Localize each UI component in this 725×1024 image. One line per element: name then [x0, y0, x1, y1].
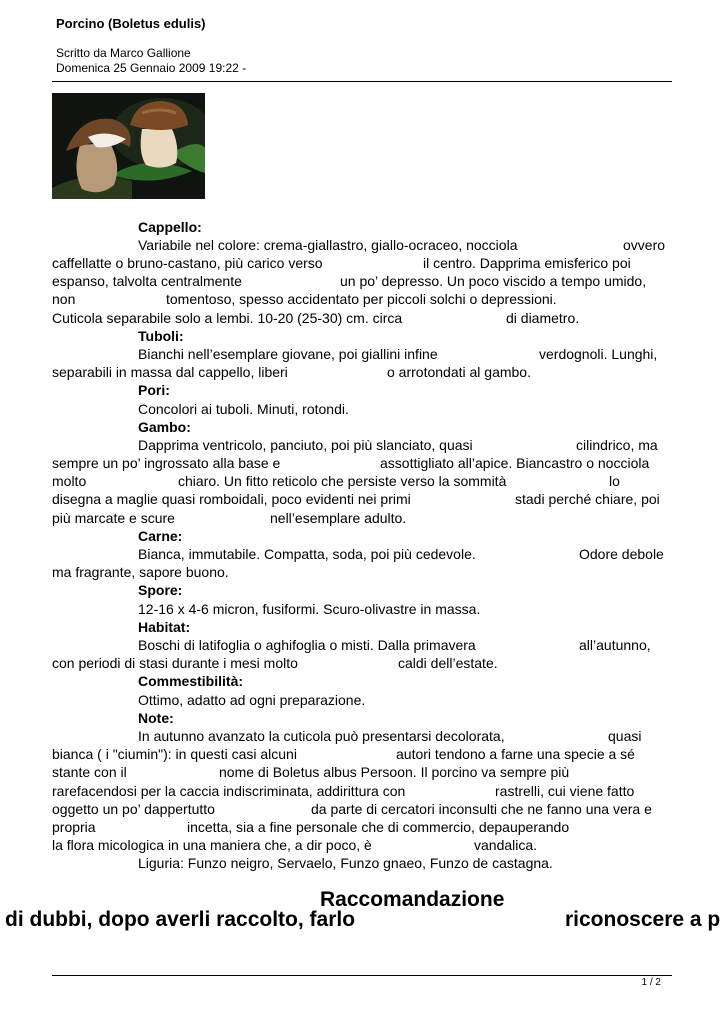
- heading-carne: Carne:: [138, 528, 183, 544]
- spore-text: 12-16 x 4-6 micron, fusiformi. Scuro-olivastre in massa.: [138, 601, 481, 617]
- cappello-text: tomentoso, spesso accidentato per piccoli solchi o depressioni.: [166, 291, 557, 307]
- gambo-text: sempre un po’ ingrossato alla base e: [52, 455, 281, 471]
- note-text: da parte di cercatori inconsulti che ne fanno una vera e: [311, 801, 652, 817]
- habitat-text: con periodi di stasi durante i mesi molto: [52, 655, 298, 671]
- recommendation-text: riconoscere a p: [565, 908, 721, 931]
- habitat-text: all’autunno,: [579, 637, 651, 653]
- heading-cappello: Cappello:: [138, 219, 202, 235]
- note-text: propria: [52, 819, 96, 835]
- note-text: rastrelli, cui viene fatto: [495, 783, 635, 799]
- heading-commestibilita: Commestibilità:: [138, 673, 244, 689]
- note-text: incetta, sia a fine personale che di commercio, depauperando: [187, 819, 570, 835]
- author-line: Scritto da Marco Gallione: [56, 46, 191, 60]
- note-text: vandalica.: [474, 837, 538, 853]
- heading-pori: Pori:: [138, 382, 170, 398]
- page-title: Porcino (Boletus edulis): [56, 16, 206, 31]
- note-text: la flora micologica in una maniera che, a dir poco, è: [52, 837, 372, 853]
- cappello-text: ovvero: [623, 237, 666, 253]
- cappello-text: il centro. Dapprima emisferico poi: [423, 255, 631, 271]
- cappello-text: Cuticola separabile solo a lembi. 10-20 (25-30) cm. circa: [52, 310, 403, 326]
- tuboli-text: separabili in massa dal cappello, liberi: [52, 364, 288, 380]
- heading-note: Note:: [138, 710, 174, 726]
- note-text: In autunno avanzato la cuticola può presentarsi decolorata,: [138, 728, 505, 744]
- cappello-text: di diametro.: [506, 310, 580, 326]
- note-text: bianca ( i "ciumin"): in questi casi alcuni: [52, 746, 297, 762]
- gambo-text: assottigliato all’apice. Biancastro o nocciola: [380, 455, 650, 471]
- tuboli-text: Bianchi nell’esemplare giovane, poi giallini infine: [138, 346, 438, 362]
- footer-divider: [52, 975, 672, 976]
- page-number: 1 / 2: [641, 977, 661, 988]
- cappello-text: un po’ depresso. Un poco viscido a tempo umido,: [340, 273, 647, 289]
- recommendation-text: di dubbi, dopo averli raccolto, farlo: [5, 908, 356, 931]
- gambo-text: cilindrico, ma: [576, 437, 658, 453]
- porcini-mushroom-photo: [52, 93, 205, 199]
- gambo-text: Dapprima ventricolo, panciuto, poi più slanciato, quasi: [138, 437, 473, 453]
- gambo-text: più marcate e scure: [52, 510, 175, 526]
- gambo-text: disegna a maglie quasi romboidali, poco evidenti nei primi: [52, 491, 411, 507]
- gambo-text: chiaro. Un fitto reticolo che persiste verso la sommità: [178, 473, 507, 489]
- carne-text: Bianca, immutabile. Compatta, soda, poi più cedevole.: [138, 546, 476, 562]
- date-line: Domenica 25 Gennaio 2009 19:22 -: [56, 61, 247, 75]
- heading-habitat: Habitat:: [138, 619, 191, 635]
- gambo-text: stadi perché chiare, poi: [515, 491, 660, 507]
- habitat-text: caldi dell’estate.: [398, 655, 498, 671]
- cappello-text: espanso, talvolta centralmente: [52, 273, 242, 289]
- note-text: rarefacendosi per la caccia indiscriminata, addirittura con: [52, 783, 406, 799]
- note-text: oggetto un po’ dappertutto: [52, 801, 215, 817]
- gambo-text: nell’esemplare adulto.: [270, 510, 407, 526]
- tuboli-text: verdognoli. Lunghi,: [539, 346, 658, 362]
- carne-text: ma fragrante, sapore buono.: [52, 564, 229, 580]
- heading-gambo: Gambo:: [138, 419, 191, 435]
- note-text: nome di Boletus albus Persoon. Il porcino va sempre più: [219, 764, 570, 780]
- recommendation-heading: Raccomandazione: [320, 888, 505, 911]
- commestibilita-text: Ottimo, adatto ad ogni preparazione.: [138, 692, 366, 708]
- heading-spore: Spore:: [138, 582, 183, 598]
- note-text: stante con il: [52, 764, 127, 780]
- note-text: Liguria: Funzo neigro, Servaelo, Funzo gnaeo, Funzo de castagna.: [138, 855, 553, 871]
- tuboli-text: o arrotondati al gambo.: [387, 364, 531, 380]
- header-divider: [52, 81, 672, 82]
- gambo-text: lo: [609, 473, 620, 489]
- gambo-text: molto: [52, 473, 87, 489]
- cappello-text: caffellatte o bruno-castano, più carico verso: [52, 255, 323, 271]
- note-text: quasi: [608, 728, 642, 744]
- carne-text: Odore debole: [579, 546, 664, 562]
- cappello-text: Variabile nel colore: crema-giallastro, giallo-ocraceo, nocciola: [138, 237, 518, 253]
- pori-text: Concolori ai tuboli. Minuti, rotondi.: [138, 401, 349, 417]
- cappello-text: non: [52, 291, 76, 307]
- heading-tuboli: Tuboli:: [138, 328, 184, 344]
- habitat-text: Boschi di latifoglia o aghifoglia o misti. Dalla primavera: [138, 637, 476, 653]
- note-text: autori tendono a farne una specie a sé: [396, 746, 635, 762]
